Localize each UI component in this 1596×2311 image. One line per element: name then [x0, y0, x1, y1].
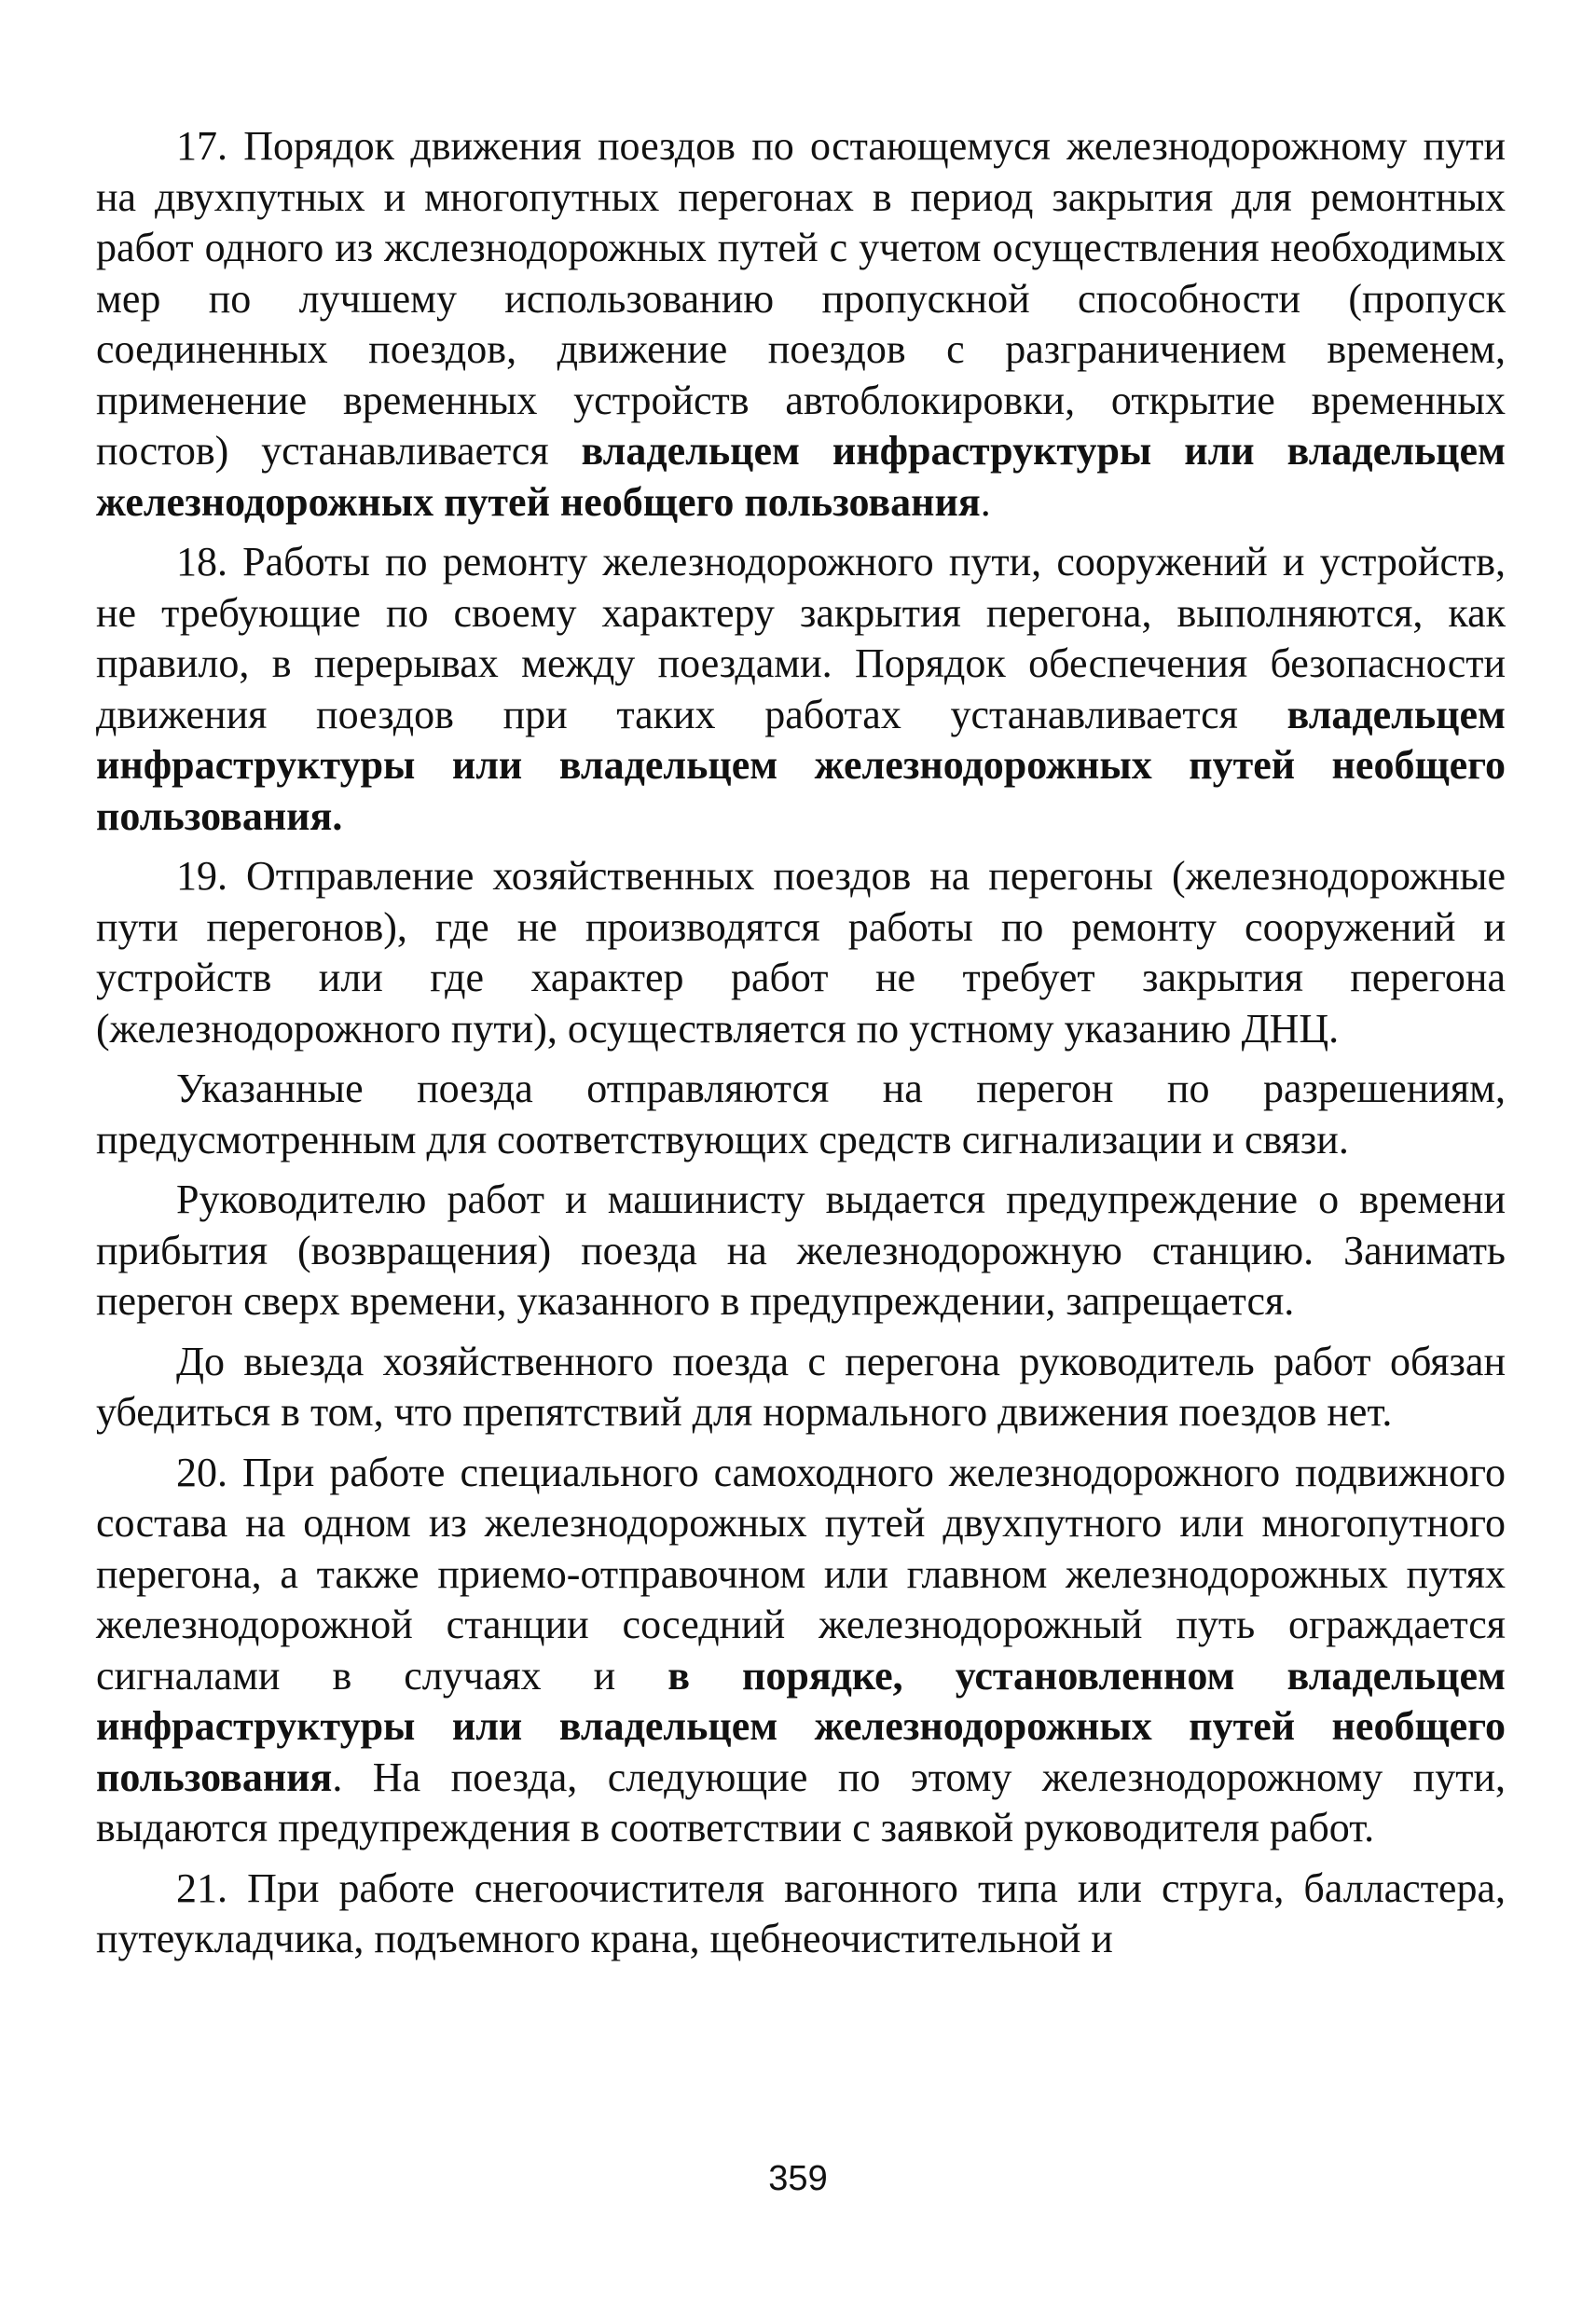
text-run: Указанные поезда отправляются на перегон по разрешениям, предусмотренным для соответствующих средств сигнализации и связи.: [96, 1066, 1506, 1162]
paragraph-p18: [96, 537, 1506, 842]
bold-text-run: владельцем инфраструктуры или владельцем железнодорожных путей необщего пользования.: [96, 691, 1506, 839]
text-run: До выезда хозяйственного поезда с перегона руководитель работ обязан убедиться в том, что препятствий для нормального движения поездов нет.: [96, 1338, 1506, 1435]
text-run: Руководителю работ и машинисту выдается предупреждение о времени прибытия (возвращения) поезда на железнодорожную станцию. Занимать перегон сверх времени, указанного в предупреждении, запрещается.: [96, 1176, 1506, 1324]
paragraph-p19b: [96, 1175, 1506, 1327]
paragraph-p21: [96, 1864, 1506, 1965]
paragraph-p20: [96, 1448, 1506, 1854]
text-run: . На поезда, следующие по этому железнодорожному пути, выдаются предупреждения в соответствии с заявкой руководителя работ.: [96, 1754, 1506, 1850]
text-run: .: [980, 478, 991, 525]
paragraph-p19c: [96, 1337, 1506, 1438]
text-run: 17. Порядок движения поездов по остающемуся железнодорожному пути на двухпутных и многопутных перегонах в период закрытия для ремонтных работ одного из жслезнодорожных путей с учетом осуществления необходимых мер по лучшему использованию пропускной способности (пропуск соединенных поездов, движение поездов с разграничением временем, применение временных устройств автоблокировки, открытие временных постов) устанавливается: [96, 123, 1506, 474]
text-run: 19. Отправление хозяйственных поездов на перегоны (железнодорожные пути перегонов), где не производятся работы по ремонту сооружений и устройств или где характер работ не требует закрытия перегона (железнодорожного пути), осуществляется по устному указанию ДНЦ.: [96, 853, 1506, 1052]
paragraph-p17: [96, 121, 1506, 528]
page-body: [96, 121, 1506, 1974]
page-number: 359: [768, 2159, 828, 2198]
bold-text-run: в порядке, установленном владельцем инфраструктуры или владельцем железнодорожных путей необщего пользования: [96, 1652, 1506, 1800]
text-run: 20. При работе специального самоходного железнодорожного подвижного состава на одном из железнодорожных путей двухпутного или многопутного перегона, а также приемо-отправочном или главном железнодорожных путях железнодорожной станции соседний железнодорожный путь ограждается сигналами в случаях и: [96, 1449, 1506, 1699]
paragraph-p19a: [96, 1064, 1506, 1165]
paragraph-p19: [96, 851, 1506, 1054]
text-run: 21. При работе снегоочистителя вагонного типа или струга, балластера, путеукладчика, подъемного крана, щебнеочистительной и: [96, 1864, 1506, 1961]
bold-text-run: владельцем инфраструктуры или владельцем железнодорожных путей необщего пользования: [96, 428, 1506, 525]
text-run: 18. Работы по ремонту железнодорожного пути, сооружений и устройств, не требующие по своему характеру закрытия перегона, выполняются, как правило, в перерывах между поездами. Порядок обеспечения безопасности движения поездов при таких работах устанавливается: [96, 539, 1506, 737]
